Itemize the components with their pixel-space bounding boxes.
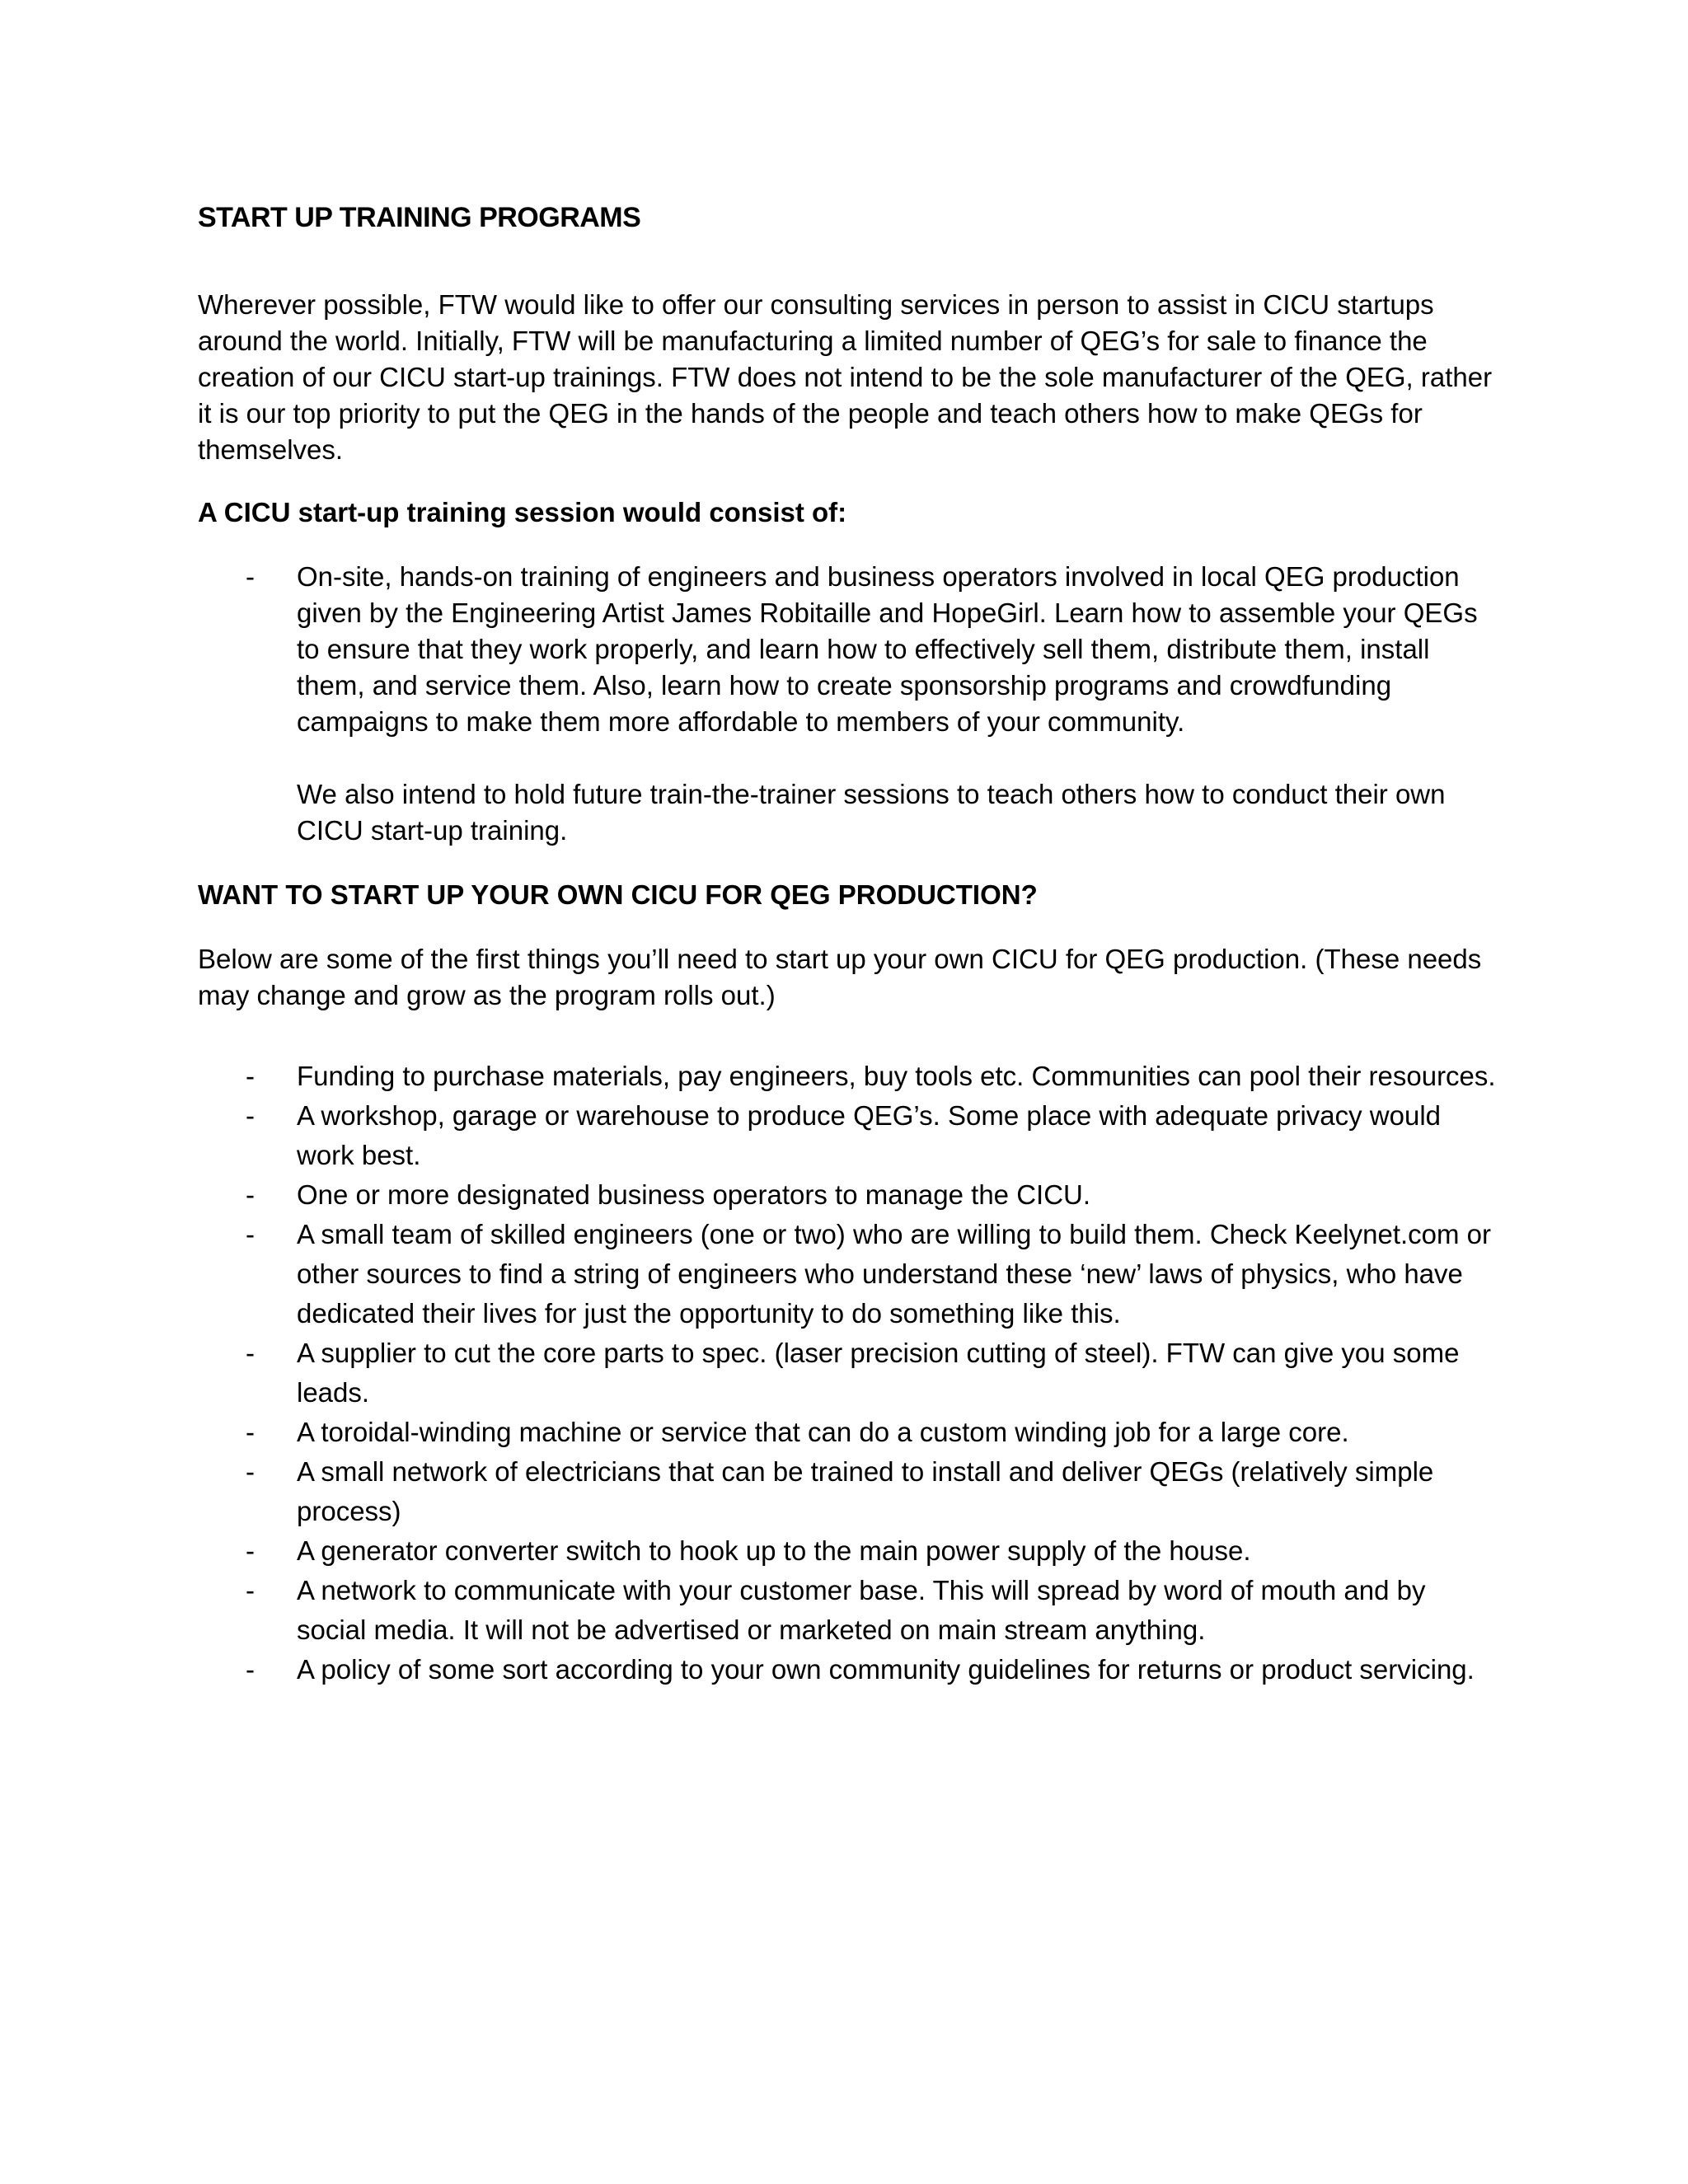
bullet-dash: - — [246, 1417, 255, 1447]
bullet-dash: - — [246, 1456, 255, 1487]
list-item-text: A policy of some sort according to your own community guidelines for returns or product servicing. — [297, 1654, 1475, 1685]
page-title: START UP TRAINING PROGRAMS — [198, 202, 641, 233]
list-item — [198, 1057, 1500, 1096]
list-item-text: Funding to purchase materials, pay engineers, buy tools etc. Communities can pool their resources. — [297, 1061, 1496, 1091]
list-item-text: A generator converter switch to hook up to the main power supply of the house. — [297, 1535, 1251, 1566]
startup-intro-paragraph: Below are some of the first things you’ll need to start up your own CICU for QEG production. (These needs may change and grow as the program rolls out.) — [198, 944, 1482, 1010]
list-item — [198, 1531, 1500, 1571]
bullet-dash: - — [246, 1179, 255, 1210]
session-list — [198, 559, 1500, 740]
session-followup-paragraph: We also intend to hold future train-the-trainer sessions to teach others how to conduct their own CICU start-up training. — [297, 779, 1446, 846]
list-item-text: A small team of skilled engineers (one or two) who are willing to build them. Check Keelynet.com or other sources to find a string of engineers who understand these ‘new’ laws of physics, who have dedicated their lives for just the opportunity to do something like this. — [297, 1219, 1492, 1329]
bullet-dash: - — [246, 1100, 255, 1131]
list-item — [198, 1333, 1500, 1413]
list-item — [198, 559, 1500, 740]
list-item-text: A network to communicate with your customer base. This will spread by word of mouth and by social media. It will not be advertised or marketed on main stream anything. — [297, 1575, 1426, 1645]
document-page — [198, 191, 1500, 1690]
list-item-text: On-site, hands-on training of engineers and business operators involved in local QEG production given by the Engineering Artist James Robitaille and HopeGirl. Learn how to assemble your QEGs to ensure that they work properly, and learn how to effectively sell them, distribute them, install them, and service them. Also, learn how to create sponsorship programs and crowdfunding campaigns to make them more affordable to members of your community. — [297, 561, 1478, 737]
list-item-text: One or more designated business operators to manage the CICU. — [297, 1179, 1091, 1210]
bullet-dash: - — [246, 1535, 255, 1566]
list-item-text: A workshop, garage or warehouse to produce QEG’s. Some place with adequate privacy would work best. — [297, 1100, 1442, 1170]
list-item — [198, 1650, 1500, 1690]
startup-heading: WANT TO START UP YOUR OWN CICU FOR QEG PRODUCTION? — [198, 879, 1038, 910]
list-item-text: A supplier to cut the core parts to spec. (laser precision cutting of steel). FTW can give you some leads. — [297, 1338, 1460, 1408]
intro-paragraph: Wherever possible, FTW would like to offer our consulting services in person to assist in CICU startups around the world. Initially, FTW will be manufacturing a limited number of QEG’s for sale to finance the creation of our CICU start-up trainings. FTW does not intend to be the sole manufacturer of the QEG, rather it is our top priority to put the QEG in the hands of the people and teach others how to make QEGs for themselves. — [198, 289, 1493, 465]
bullet-dash: - — [246, 1575, 255, 1605]
list-item — [198, 1571, 1500, 1650]
list-item — [198, 1215, 1500, 1333]
needs-list — [198, 1057, 1500, 1690]
list-item-text: A toroidal-winding machine or service that can do a custom winding job for a large core. — [297, 1417, 1349, 1447]
list-item — [198, 1452, 1500, 1531]
bullet-dash: - — [246, 1338, 255, 1368]
list-item — [198, 1413, 1500, 1452]
bullet-dash: - — [246, 1654, 255, 1685]
list-item — [198, 1096, 1500, 1175]
bullet-dash: - — [246, 561, 255, 592]
session-heading: A CICU start-up training session would consist of: — [198, 497, 847, 527]
bullet-dash: - — [246, 1219, 255, 1249]
list-item-text: A small network of electricians that can be trained to install and deliver QEGs (relatively simple process) — [297, 1456, 1434, 1526]
bullet-dash: - — [246, 1061, 255, 1091]
list-item — [198, 1175, 1500, 1215]
